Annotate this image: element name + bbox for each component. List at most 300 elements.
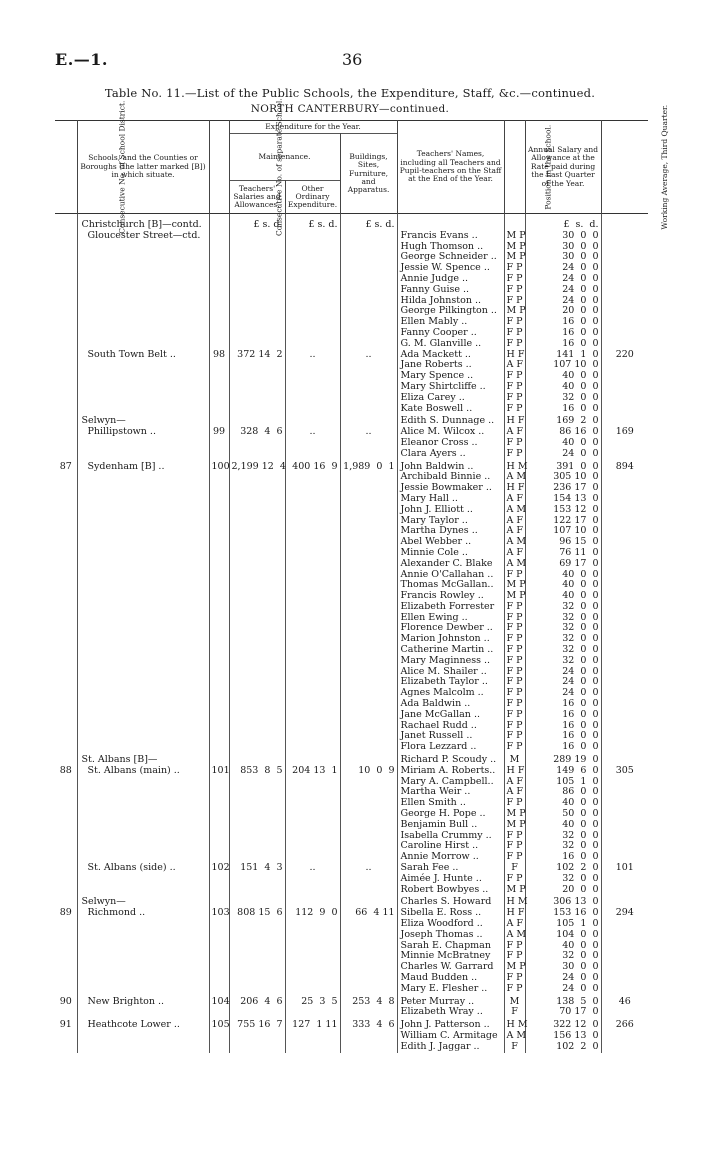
teacher-name: Florence Dewber .. [400, 622, 493, 634]
teacher-salary: 32 0 0 [562, 950, 599, 962]
teacher-position: F P [506, 719, 523, 731]
school-number-cell [209, 895, 229, 994]
teacher-name: Ellen Mably .. [400, 316, 468, 328]
teacher-position: A F [506, 775, 524, 787]
col-maintenance: Maintenance. [229, 134, 340, 181]
teacher-salary: 20 0 0 [562, 305, 599, 317]
school-number-cell [209, 753, 229, 863]
teacher-position: H F [506, 482, 525, 494]
teacher-name: Charles S. Howard [400, 896, 492, 908]
teacher-salary: 40 0 0 [562, 797, 599, 809]
district-number: 88 [59, 764, 72, 776]
working-average [604, 220, 647, 231]
teacher-salary: 40 0 0 [562, 568, 599, 580]
district-number-cell [55, 350, 77, 415]
buildings-cell [340, 995, 397, 1019]
teacher-position: M [509, 995, 520, 1007]
salary-cell [525, 895, 601, 994]
working-average: 266 [615, 1019, 634, 1031]
teacher-name: Richard P. Scoudy .. [400, 754, 497, 766]
teacher-position: M P [506, 240, 526, 252]
teacher-name: Ellen Ewing .. [400, 611, 468, 623]
teacher-name: Elizabeth Forrester [400, 600, 495, 612]
salary-cell [525, 460, 601, 754]
working-average: 305 [615, 764, 634, 776]
other-amount: .. [309, 426, 316, 438]
teacher-name: Rachael Rudd .. [400, 719, 477, 731]
teacher-salary: 24 0 0 [562, 982, 599, 994]
teacher-salary: 70 17 0 [559, 1006, 599, 1018]
currency-units-label: £ s. d. [308, 219, 338, 230]
school-name: Heathcote Lower .. [87, 1019, 180, 1031]
other-cell [285, 214, 340, 350]
teacher-salary: 40 0 0 [562, 818, 599, 830]
teacher-position: M P [506, 305, 526, 317]
teacher-name: Hilda Johnston .. [400, 294, 482, 306]
teacher-position: M P [506, 579, 526, 591]
teacher-position: F P [506, 326, 523, 338]
attendance-cell [601, 460, 648, 754]
salary-cell [525, 995, 601, 1019]
teacher-salary: 50 0 0 [562, 808, 599, 820]
teacher-position: A M [506, 503, 527, 515]
teacher-name: William C. Armitage [400, 1029, 498, 1041]
salary-cell [525, 863, 601, 895]
other-cell [285, 460, 340, 754]
teacher-salary: 306 13 0 [553, 896, 599, 908]
teacher-name: John J. Elliott .. [400, 503, 473, 515]
district-number-cell [55, 753, 77, 863]
teacher-salary: 20 0 0 [562, 883, 599, 895]
school-name-cell [77, 863, 209, 895]
teacher-salary: 32 0 0 [562, 622, 599, 634]
teacher-position: F P [506, 840, 523, 852]
teacher-position: A F [506, 492, 524, 504]
buildings-amount: 333 4 6 [352, 1019, 395, 1031]
teacher-name: George H. Pope .. [400, 808, 486, 820]
teacher-name: Alexander C. Blake [400, 557, 493, 569]
teacher-salary: 24 0 0 [562, 283, 599, 295]
teacher-position: A F [506, 525, 524, 537]
teacher-salary: 107 10 0 [553, 359, 599, 371]
salaries-cell [229, 863, 285, 895]
school-number-cell [209, 995, 229, 1019]
teacher-position: F P [506, 644, 523, 656]
teacher-salary: 30 0 0 [562, 251, 599, 263]
teacher-name: Eleanor Cross .. [400, 436, 478, 448]
district-number: 90 [59, 995, 72, 1007]
teacher-position: F P [506, 971, 523, 983]
teacher-position: F P [506, 872, 523, 884]
position-cell [504, 753, 525, 863]
buildings-amount: .. [365, 426, 372, 438]
teacher-salary: 322 12 0 [553, 1019, 599, 1031]
teacher-position: A F [506, 426, 524, 438]
buildings-amount: 10 0 9 [358, 764, 395, 776]
teacher-position: F P [506, 294, 523, 306]
teacher-position: H M [506, 460, 528, 472]
district-number: 87 [59, 460, 72, 472]
salaries-amount: 151 4 3 [240, 862, 283, 874]
teacher-name: Jane Roberts .. [400, 359, 472, 371]
buildings-cell [340, 1018, 397, 1052]
teacher-position: A M [506, 471, 527, 483]
teacher-salary: 32 0 0 [562, 600, 599, 612]
school-number: 101 [211, 764, 230, 776]
school-name-cell [77, 1018, 209, 1052]
teacher-salary: 69 17 0 [559, 557, 599, 569]
school-name: New Brighton .. [87, 995, 165, 1007]
teacher-salary: 40 0 0 [562, 579, 599, 591]
district-number-cell [55, 214, 77, 350]
teacher-name: Clara Ayers .. [400, 447, 466, 459]
teacher-position: A M [506, 928, 527, 940]
school-name: Sydenham [B] .. [87, 460, 165, 472]
teacher-name: Agnes Malcolm .. [400, 687, 484, 699]
buildings-amount: .. [365, 862, 372, 874]
teacher-salary: 153 16 0 [553, 907, 599, 919]
school-row [55, 895, 648, 994]
teacher-names-cell [397, 995, 504, 1019]
teacher-name: Janet Russell .. [400, 730, 473, 742]
teacher-salary: 16 0 0 [562, 698, 599, 710]
teacher-salary: 16 0 0 [562, 337, 599, 349]
position-cell [504, 350, 525, 415]
teacher-position: F P [506, 272, 523, 284]
school-name-cell [77, 895, 209, 994]
position-cell [504, 995, 525, 1019]
teacher-salary: 24 0 0 [562, 676, 599, 688]
school-row [55, 753, 648, 863]
teacher-salary: 96 15 0 [559, 536, 599, 548]
school-number: 105 [211, 1019, 230, 1031]
teacher-names-cell [397, 753, 504, 863]
teacher-name: John Baldwin .. [400, 460, 474, 472]
teacher-salary: 153 12 0 [553, 503, 599, 515]
teacher-salary: 24 0 0 [562, 971, 599, 983]
working-average: 294 [615, 907, 634, 919]
teacher-name: George Pilkington .. [400, 305, 497, 317]
salaries-amount: 2,199 12 4 [231, 460, 286, 472]
school-number-cell [209, 1018, 229, 1052]
salary-units-label: £ s. d. [563, 219, 599, 230]
salaries-amount: 328 4 6 [240, 426, 283, 438]
teacher-position: F P [506, 633, 523, 645]
teacher-position: A M [506, 536, 527, 548]
salaries-amount: 808 15 6 [237, 907, 283, 919]
teacher-position: F P [506, 316, 523, 328]
teacher-position: F [511, 1040, 518, 1052]
teacher-name: Sarah E. Chapman [400, 939, 491, 951]
teacher-name: Alice M. Wilcox .. [400, 426, 485, 438]
page-number: 36 [342, 50, 363, 69]
buildings-amount: 1,989 0 1 [343, 460, 395, 472]
teacher-salary: 156 13 0 [553, 1029, 599, 1041]
teacher-salary: 141 1 0 [556, 348, 599, 360]
teacher-name: Ada Mackett .. [400, 348, 471, 360]
teacher-salary: 105 1 0 [556, 775, 599, 787]
school-name: Phillipstown .. [87, 426, 156, 438]
county-heading: Selwyn— [81, 415, 126, 427]
other-cell [285, 753, 340, 863]
teacher-salary: 24 0 0 [562, 272, 599, 284]
teacher-position: F P [506, 447, 523, 459]
teacher-salary: 86 0 0 [562, 786, 599, 798]
teacher-position: F P [506, 436, 523, 448]
teacher-salary: 24 0 0 [562, 447, 599, 459]
working-average: 894 [615, 460, 634, 472]
teacher-position: H M [506, 896, 528, 908]
teacher-salary: 105 1 0 [556, 918, 599, 929]
teacher-name: Caroline Hirst .. [400, 840, 479, 852]
school-name: Christchurch [B]—contd. [81, 219, 202, 230]
teacher-position: F P [506, 622, 523, 634]
teacher-name: Mary Taylor .. [400, 514, 468, 526]
teacher-position: F P [506, 391, 523, 403]
teacher-name: Mary Maginness .. [400, 654, 491, 666]
col-other: Other Ordinary Expenditure. [285, 181, 340, 214]
teacher-position: F P [506, 600, 523, 612]
salaries-cell [229, 753, 285, 863]
teacher-name: Fanny Guise .. [400, 283, 470, 295]
teacher-position: F P [506, 698, 523, 710]
school-number: 98 [212, 348, 226, 360]
teacher-position: F P [506, 402, 523, 414]
teacher-names-cell [397, 460, 504, 754]
teacher-salary: 24 0 0 [562, 687, 599, 699]
attendance-cell [601, 895, 648, 994]
teacher-position: A F [506, 514, 524, 526]
position-cell [504, 214, 525, 350]
other-amount: .. [309, 862, 316, 874]
teacher-salary: 32 0 0 [562, 633, 599, 645]
teacher-name: Minnie Cole .. [400, 546, 468, 558]
teacher-position: F P [506, 982, 523, 994]
district-number-cell [55, 460, 77, 754]
school-name: Richmond .. [87, 907, 146, 919]
teacher-position: F P [506, 687, 523, 699]
teacher-position: F P [506, 380, 523, 392]
currency-units-label: £ s. d. [253, 219, 283, 230]
teacher-salary: 40 0 0 [562, 436, 599, 448]
teacher-position: H F [506, 907, 525, 919]
working-average: 169 [615, 426, 634, 438]
salary-cell [525, 214, 601, 350]
teacher-salary: 30 0 0 [562, 961, 599, 973]
teacher-name: Annie Morrow .. [400, 851, 479, 863]
teacher-name: Edith S. Dunnage .. [400, 415, 495, 427]
teacher-salary: 102 2 0 [556, 1040, 599, 1052]
attendance-cell [601, 350, 648, 415]
col-school-no: Consecutive No. of separate School. [209, 121, 229, 214]
school-number: 103 [211, 907, 230, 919]
teacher-name: Minnie McBratney [400, 950, 491, 962]
col-salaries: Teachers' Salaries and Allowances. [229, 181, 285, 214]
teacher-name: Annie Judge .. [400, 272, 469, 284]
teacher-name: Flora Lezzard .. [400, 741, 477, 753]
teacher-salary: 122 17 0 [553, 514, 599, 526]
col-salary: Annual Salary and Allowance at the Rate paid during the Last Quarter of the Year. [525, 121, 601, 214]
buildings-cell [340, 414, 397, 459]
teacher-name: Archibald Binnie .. [400, 471, 491, 483]
teacher-name: Annie O'Callahan .. [400, 568, 494, 580]
teacher-name: Joseph Thomas .. [400, 928, 483, 940]
district-number-cell [55, 414, 77, 459]
district-number-cell [55, 895, 77, 994]
teacher-position: M P [506, 251, 526, 263]
teacher-name: Peter Murray .. [400, 995, 475, 1007]
teacher-salary: 40 0 0 [562, 370, 599, 382]
teacher-position: F P [506, 262, 523, 274]
teacher-name: Sibella E. Ross .. [400, 907, 482, 919]
teacher-name: Marion Johnston .. [400, 633, 490, 645]
teacher-name: Aimée J. Hunte .. [400, 872, 482, 884]
teacher-names-cell [397, 414, 504, 459]
teacher-names-cell [397, 863, 504, 895]
buildings-cell [340, 214, 397, 350]
teacher-name: Thomas McGallan.. [400, 579, 494, 591]
teacher-name: Hugh Thomson .. [400, 240, 484, 252]
teacher-name: Mary Shirtcliffe .. [400, 380, 486, 392]
school-row [55, 460, 648, 754]
teacher-names-cell [397, 895, 504, 994]
teacher-name: Mary E. Flesher .. [400, 982, 488, 994]
teacher-salary: 40 0 0 [562, 380, 599, 392]
teacher-position: F P [506, 283, 523, 295]
teacher-name: Sarah Fee .. [400, 862, 459, 874]
school-name: Gloucester Street—ctd. [87, 229, 201, 241]
teacher-name: Mary Spence .. [400, 370, 474, 382]
teacher-name: Jessie Bowmaker .. [400, 482, 492, 494]
teacher-salary: 154 13 0 [553, 492, 599, 504]
school-name-cell [77, 350, 209, 415]
buildings-cell [340, 350, 397, 415]
position-cell [504, 1018, 528, 1052]
district-number-cell [55, 995, 77, 1019]
teacher-salary: 40 0 0 [562, 939, 599, 951]
teacher-names-cell [397, 350, 504, 415]
col-school-name: Schools, and the Counties or Boroughs (the latter marked [B]) in which situate. [77, 121, 209, 214]
salary-cell [525, 350, 601, 415]
teacher-name: Miriam A. Roberts.. [400, 764, 496, 776]
school-number-cell [209, 863, 229, 895]
attendance-cell [601, 214, 648, 350]
other-cell [285, 350, 340, 415]
school-row [55, 350, 648, 415]
attendance-cell [601, 1018, 648, 1052]
col-district-no: Consecutive No. of School District. [55, 121, 77, 214]
teacher-salary: 16 0 0 [562, 316, 599, 328]
other-cell [285, 414, 340, 459]
other-amount [288, 231, 338, 242]
teacher-name: Martha Weir .. [400, 786, 471, 798]
teacher-position: M P [506, 883, 526, 895]
teacher-salary: 32 0 0 [562, 391, 599, 403]
buildings-amount [343, 231, 395, 242]
other-cell [285, 995, 340, 1019]
col-position: Position in the School. [504, 121, 525, 214]
teacher-salary: 40 0 0 [562, 590, 599, 602]
school-row [55, 995, 648, 1019]
other-amount: 400 16 9 [292, 460, 338, 472]
teacher-salary: 104 0 0 [556, 928, 599, 940]
teacher-salary: 24 0 0 [562, 665, 599, 677]
teacher-position: F [511, 862, 518, 874]
teacher-name: Francis Rowley .. [400, 590, 484, 602]
district-number: 89 [59, 907, 72, 919]
section-reference: E.—1. [55, 50, 108, 69]
other-cell [285, 1018, 340, 1052]
position-cell [504, 863, 525, 895]
district-number-cell [55, 1018, 77, 1052]
position-cell [504, 414, 525, 459]
teacher-position: F P [506, 676, 523, 688]
salaries-amount: 206 4 6 [240, 995, 283, 1007]
buildings-amount: .. [365, 348, 372, 360]
school-row [55, 414, 648, 459]
teacher-salary: 32 0 0 [562, 872, 599, 884]
teacher-salary: 16 0 0 [562, 326, 599, 338]
school-name-cell [77, 214, 209, 350]
school-name-cell [77, 460, 209, 754]
teacher-position: F [511, 1006, 518, 1018]
teacher-salary: 16 0 0 [562, 730, 599, 742]
school-name: South Town Belt .. [87, 348, 176, 360]
teacher-name: Edith J. Jaggar .. [400, 1040, 480, 1052]
teacher-name: Maud Budden .. [400, 971, 478, 983]
teacher-position: H F [506, 415, 525, 427]
teacher-position: F P [506, 829, 523, 841]
teacher-salary: 102 2 0 [556, 862, 599, 874]
school-number-cell [209, 414, 229, 459]
teacher-name: Alice M. Shailer .. [400, 665, 487, 677]
school-number [212, 220, 227, 231]
currency-units-label: £ s. d. [365, 219, 395, 230]
teacher-salary: 32 0 0 [562, 644, 599, 656]
attendance-cell [601, 753, 648, 863]
salaries-amount: 372 14 2 [237, 348, 283, 360]
teacher-position: F P [506, 568, 523, 580]
position-cell [504, 460, 528, 754]
teacher-position: F P [506, 337, 523, 349]
salary-cell [525, 753, 601, 863]
teacher-position: F P [506, 939, 523, 951]
teacher-position: M P [506, 229, 526, 241]
teacher-name: Kate Boswell .. [400, 402, 473, 414]
teacher-name: Mary A. Campbell.. [400, 775, 494, 787]
teacher-salary: 86 16 0 [559, 426, 599, 438]
teacher-position: A F [506, 918, 524, 929]
teacher-name: Charles W. Garrard [400, 961, 494, 973]
table-subtitle: NORTH CANTERBURY—continued. [250, 103, 450, 115]
salary-cell [525, 1018, 601, 1052]
teacher-salary: 24 0 0 [562, 294, 599, 306]
other-amount: .. [309, 348, 316, 360]
teacher-position: F P [506, 741, 523, 753]
teacher-salary: 236 17 0 [553, 482, 599, 494]
col-buildings: Buildings, Sites, Furniture, and Apparatus. [340, 134, 397, 214]
district-number: 91 [59, 1019, 72, 1031]
teacher-position: M [509, 754, 520, 766]
teacher-position: M P [506, 818, 526, 830]
working-average: 220 [615, 348, 634, 360]
teacher-position: A F [506, 786, 524, 798]
teacher-salary: 32 0 0 [562, 611, 599, 623]
teacher-salary: 16 0 0 [562, 708, 599, 720]
school-row [55, 214, 648, 350]
position-cell [504, 895, 528, 994]
teacher-salary: 107 10 0 [553, 525, 599, 537]
